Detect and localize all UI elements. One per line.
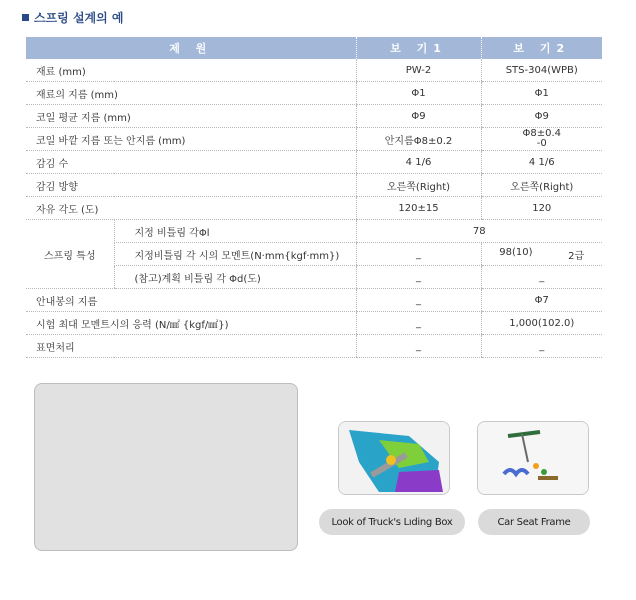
table-row [26, 335, 602, 358]
row-label: 코일 평균 지름 (mm) [26, 105, 356, 128]
table-row [26, 128, 602, 151]
table-row [26, 197, 602, 220]
row-label: 표면처리 [26, 335, 356, 358]
cell-ex1: 4 1/6 [356, 151, 481, 174]
car-seat-thumbnail[interactable] [477, 421, 589, 495]
seat-frame-icon [478, 422, 588, 494]
page-title-text: 스프링 설계의 예 [34, 11, 124, 25]
sub-row-label: 지정 비틀림 각Φl [114, 220, 356, 243]
caption-truck-box: Look of Truck's Lıding Box [319, 509, 465, 535]
moment-value: 98(10) [499, 246, 533, 258]
cell-ex1: 120±15 [356, 197, 481, 220]
row-label: 코일 바깥 지름 또는 안지름 (mm) [26, 128, 356, 151]
header-spec: 제 원 [26, 37, 356, 59]
row-label: 재료의 지름 (mm) [26, 82, 356, 105]
truck-box-thumbnail[interactable] [338, 421, 450, 495]
cell-ex2 [481, 243, 602, 266]
row-label: 재료 (mm) [26, 59, 356, 82]
cell-ex1: 오른쪽(Right) [356, 174, 481, 197]
table-header [26, 37, 602, 59]
cell-ex2: 4 1/6 [481, 151, 602, 174]
truck-mechanism-icon [339, 422, 449, 494]
main-image-placeholder [34, 383, 298, 551]
group-label: 스프링 특성 [26, 220, 114, 289]
cell-merged: 78 [356, 220, 602, 243]
cell-ex1: _ [356, 266, 481, 289]
table-row [26, 289, 602, 312]
header-example-2: 보 기2 [481, 37, 602, 59]
cell-ex2 [481, 128, 602, 151]
tolerance-lower: -0 [536, 138, 547, 149]
cell-ex2: 오른쪽(Right) [481, 174, 602, 197]
cell-ex1: 안지름Φ8±0.2 [356, 128, 481, 151]
row-label: 자유 각도 (도) [26, 197, 356, 220]
cell-ex2: _ [481, 335, 602, 358]
row-label: 감김 방향 [26, 174, 356, 197]
moment-grade: 2급 [568, 250, 585, 262]
bullet-square-icon [22, 14, 29, 21]
cell-ex2: _ [481, 266, 602, 289]
cell-ex1: _ [356, 289, 481, 312]
cell-ex1: Φ9 [356, 105, 481, 128]
cell-ex2: Φ7 [481, 289, 602, 312]
table-row [26, 151, 602, 174]
cell-ex2: 120 [481, 197, 602, 220]
tolerance-upper: Φ8±0.4 [522, 128, 561, 139]
caption-car-seat: Car Seat Frame [478, 509, 590, 535]
table-row [26, 312, 602, 335]
cell-ex1: _ [356, 243, 481, 266]
table-row [26, 174, 602, 197]
table-row [26, 59, 602, 82]
cell-ex2: Φ1 [481, 82, 602, 105]
cell-ex1: _ [356, 335, 481, 358]
table-row [26, 82, 602, 105]
header-example-1: 보 기1 [356, 37, 481, 59]
row-label: 감김 수 [26, 151, 356, 174]
table-row [26, 105, 602, 128]
row-label: 안내봉의 지름 [26, 289, 356, 312]
spec-table [26, 37, 602, 358]
sub-row-label: (참고)계획 비틀림 각 Φd(도) [114, 266, 356, 289]
sub-row-label: 지정비틀림 각 시의 모멘트(N·mm{kgf·mm}) [114, 243, 356, 266]
page-title [22, 9, 124, 26]
row-label: 시험 최대 모멘트시의 응력 (N/㎟ {kgf/㎟}) [26, 312, 356, 335]
cell-ex1: _ [356, 312, 481, 335]
cell-ex1: Φ1 [356, 82, 481, 105]
cell-ex1: PW-2 [356, 59, 481, 82]
cell-ex2: 1,000(102.0) [481, 312, 602, 335]
cell-ex2: Φ9 [481, 105, 602, 128]
cell-ex2: STS-304(WPB) [481, 59, 602, 82]
table-row [26, 220, 602, 243]
